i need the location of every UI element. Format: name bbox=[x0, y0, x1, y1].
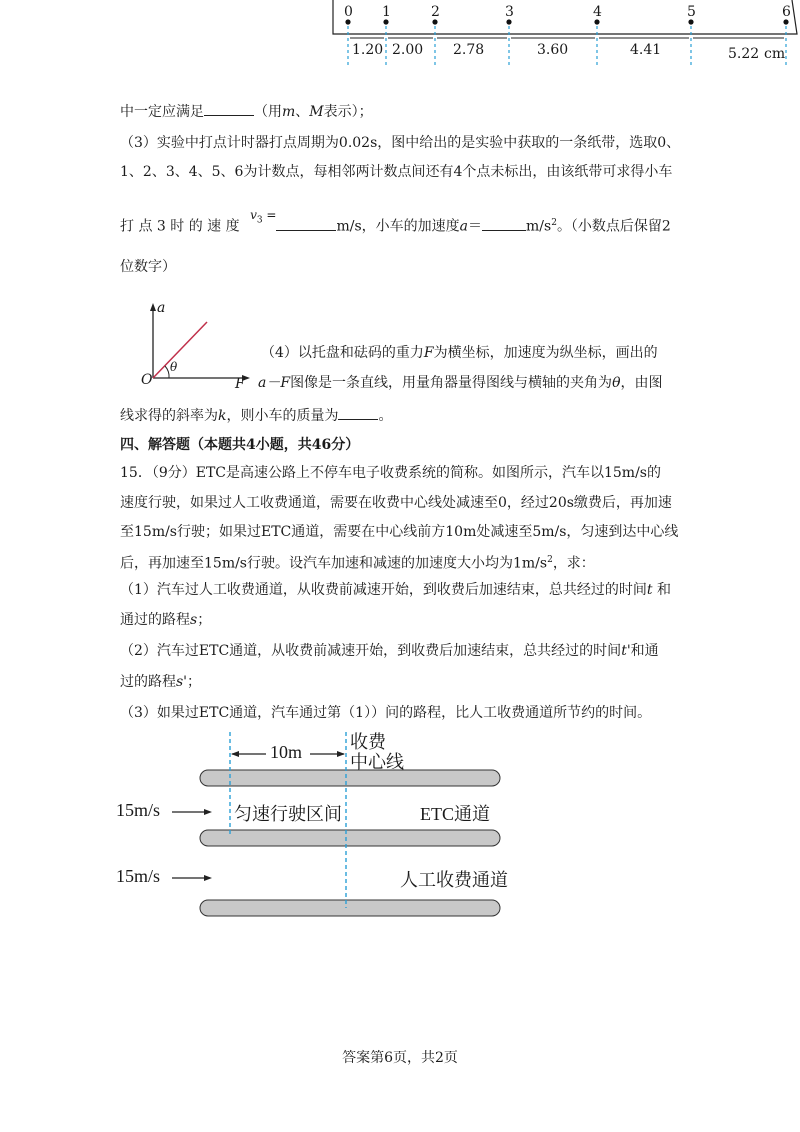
q15-p1b-text: 通过的路程 bbox=[120, 612, 190, 628]
tape-dist-1: 1.20 bbox=[352, 42, 384, 58]
q15-l1: 15．（9分）ETC是高速公路上不停车电子收费系统的简称。如图所示，汽车以15m/s的 bbox=[120, 465, 661, 481]
etc-diagram bbox=[100, 728, 520, 928]
q3-v3: v bbox=[250, 207, 257, 222]
tape-count-3: 3 bbox=[505, 4, 514, 20]
tape-dist-6: 5.22 bbox=[728, 46, 760, 62]
tape-count-2: 2 bbox=[431, 4, 440, 20]
q2-post: （用 bbox=[254, 104, 282, 120]
diagram-manual: 人工收费通道 bbox=[400, 870, 508, 890]
q15-t2: t' bbox=[621, 643, 631, 659]
q4-l3-b: ，则小车的质量为 bbox=[226, 408, 339, 424]
diagram-speed1: 15m/s bbox=[116, 800, 161, 820]
q15-l3: 至15m/s行驶；如果过ETC通道，需要在中心线前方10m处减速至5m/s，匀速到达中心线 bbox=[120, 524, 679, 540]
q15-l4-pre: 后，再加速至15m/s行驶。设汽车加速和减速的加速度大小均为1m/s bbox=[120, 555, 548, 572]
q4-line3 bbox=[120, 405, 392, 426]
diagram-speed2: 15m/s bbox=[116, 866, 161, 886]
q2-tail-line bbox=[120, 101, 373, 122]
diagram-etc: ETC通道 bbox=[420, 804, 490, 824]
etc-diagram-svg bbox=[100, 728, 520, 928]
tape-unit: cm bbox=[764, 46, 786, 62]
q3-eq2: ＝ bbox=[468, 218, 483, 235]
q3-line3-pre: 打 点 3 时 的 速 度 bbox=[120, 218, 240, 235]
tape-dist-3: 2.78 bbox=[453, 42, 485, 58]
q4-line bbox=[153, 322, 207, 378]
q2-sep: 、 bbox=[295, 104, 310, 120]
section4-title: 四、解答题（本题共4小题，共46分） bbox=[120, 437, 360, 453]
q15-p2b-text: 过的路程 bbox=[120, 674, 176, 690]
q15-p2a bbox=[120, 641, 659, 661]
q3-blank-v3[interactable] bbox=[276, 216, 336, 231]
q4-l3-c: 。 bbox=[378, 408, 393, 424]
q15-p1a bbox=[120, 580, 671, 600]
q15-p2a-text: （2）汽车过ETC通道，从收费前减速开始，到收费后加速结束，总共经过的时间 bbox=[120, 643, 622, 659]
tape-dist-5: 4.41 bbox=[630, 42, 662, 58]
q4-line2 bbox=[258, 373, 663, 393]
q3-line4: 位数字） bbox=[120, 259, 176, 275]
tape-count-6: 6 bbox=[782, 4, 791, 20]
q15-p3: （3）如果过ETC通道，汽车通过第（1））问的路程，比人工收费通道所节约的时间。 bbox=[120, 705, 652, 721]
q15-p2a-end: 和通 bbox=[630, 643, 659, 659]
tape-count-5: 5 bbox=[687, 4, 696, 20]
q3-line1: （3）实验中打点计时器打点周期为0.02s，图中给出的是实验中获取的一条纸带，选取0、 bbox=[120, 135, 681, 151]
q15-s2: s' bbox=[176, 674, 188, 690]
q4-axis-F: F bbox=[235, 376, 245, 392]
q15-p1b-end: ； bbox=[197, 612, 212, 628]
q2-blank[interactable] bbox=[204, 101, 254, 116]
tape-dist-4: 3.60 bbox=[537, 42, 569, 58]
q2-pre: 中一定应满足 bbox=[120, 104, 204, 120]
q15-t: t bbox=[646, 582, 653, 598]
q3-tail: 。（小数点后保留2 bbox=[556, 218, 671, 235]
lane-mid bbox=[200, 830, 500, 846]
q3-line3 bbox=[120, 207, 671, 242]
q15-l2: 速度行驶，如果过人工收费通道，需要在收费中心线处减速至0，经过20s缴费后，再加速 bbox=[120, 495, 672, 511]
page-footer: 答案第6页，共2页 bbox=[342, 1050, 458, 1066]
q15-l4-post: ，求： bbox=[552, 555, 595, 572]
diagram-center1: 收费 bbox=[350, 732, 386, 752]
q4-l3: 线求得的斜率为 bbox=[120, 408, 218, 424]
q4-axis-a: a bbox=[157, 300, 166, 316]
q4-expr: a－F bbox=[258, 375, 291, 391]
tape-count-4: 4 bbox=[593, 4, 602, 20]
q3-v3-sub: 3 bbox=[256, 215, 263, 226]
tape-count-1: 1 bbox=[382, 4, 391, 20]
q2-end: 表示）； bbox=[323, 104, 373, 120]
diagram-center2: 中心线 bbox=[350, 752, 404, 772]
q4-theta: θ bbox=[170, 360, 178, 374]
q2-m: m bbox=[282, 104, 296, 120]
diagram-dist: 10m bbox=[270, 742, 303, 762]
q3-blank-a[interactable] bbox=[482, 216, 526, 231]
q3-unit2: m/s bbox=[526, 218, 552, 235]
lane-bottom bbox=[200, 900, 500, 916]
q3-unit1: m/s，小车的加速度 bbox=[336, 218, 460, 235]
q4-l2: 图像是一条直线，用量角器量得图线与横轴的夹角为 bbox=[290, 375, 613, 391]
q15-p1a-text: （1）汽车过人工收费通道，从收费前减速开始，到收费后加速结束，总共经过的时间 bbox=[120, 582, 647, 598]
diagram-zone: 匀速行驶区间 bbox=[234, 804, 342, 824]
tape-dist-2: 2.00 bbox=[392, 42, 424, 58]
q15-p2b bbox=[120, 672, 201, 692]
q15-l4-sq: 2 bbox=[547, 555, 553, 565]
q4-theta2: θ bbox=[612, 375, 621, 391]
q4-line1 bbox=[261, 343, 658, 363]
q3-a: a bbox=[459, 218, 469, 235]
q4-origin: O bbox=[141, 372, 153, 388]
q4-blank[interactable] bbox=[338, 405, 378, 420]
q15-p1a-end: 和 bbox=[652, 582, 671, 598]
tape-figure bbox=[330, 0, 800, 72]
q3-line2: 1、2、3、4、5、6为计数点，每相邻两计数点间还有4个点未标出，由该纸带可求得小车 bbox=[120, 164, 673, 180]
q15-p2b-end: ； bbox=[187, 674, 202, 690]
q4-graph bbox=[135, 300, 255, 392]
q4-l1-a: （4）以托盘和砝码的重力 bbox=[261, 345, 424, 361]
q3-eq: = bbox=[266, 207, 277, 222]
q4-k: k bbox=[218, 408, 227, 424]
q15-s: s bbox=[190, 612, 198, 628]
q4-l1-b: 为横坐标，加速度为纵坐标，画出的 bbox=[433, 345, 658, 361]
q4-F: F bbox=[423, 345, 434, 361]
q15-p1b bbox=[120, 610, 211, 630]
q15-l4 bbox=[120, 550, 595, 574]
q4-l2-b: ，由图 bbox=[620, 375, 663, 391]
tape-count-0: 0 bbox=[344, 4, 353, 20]
q3-sq: 2 bbox=[551, 218, 557, 228]
q2-M: M bbox=[309, 104, 324, 120]
